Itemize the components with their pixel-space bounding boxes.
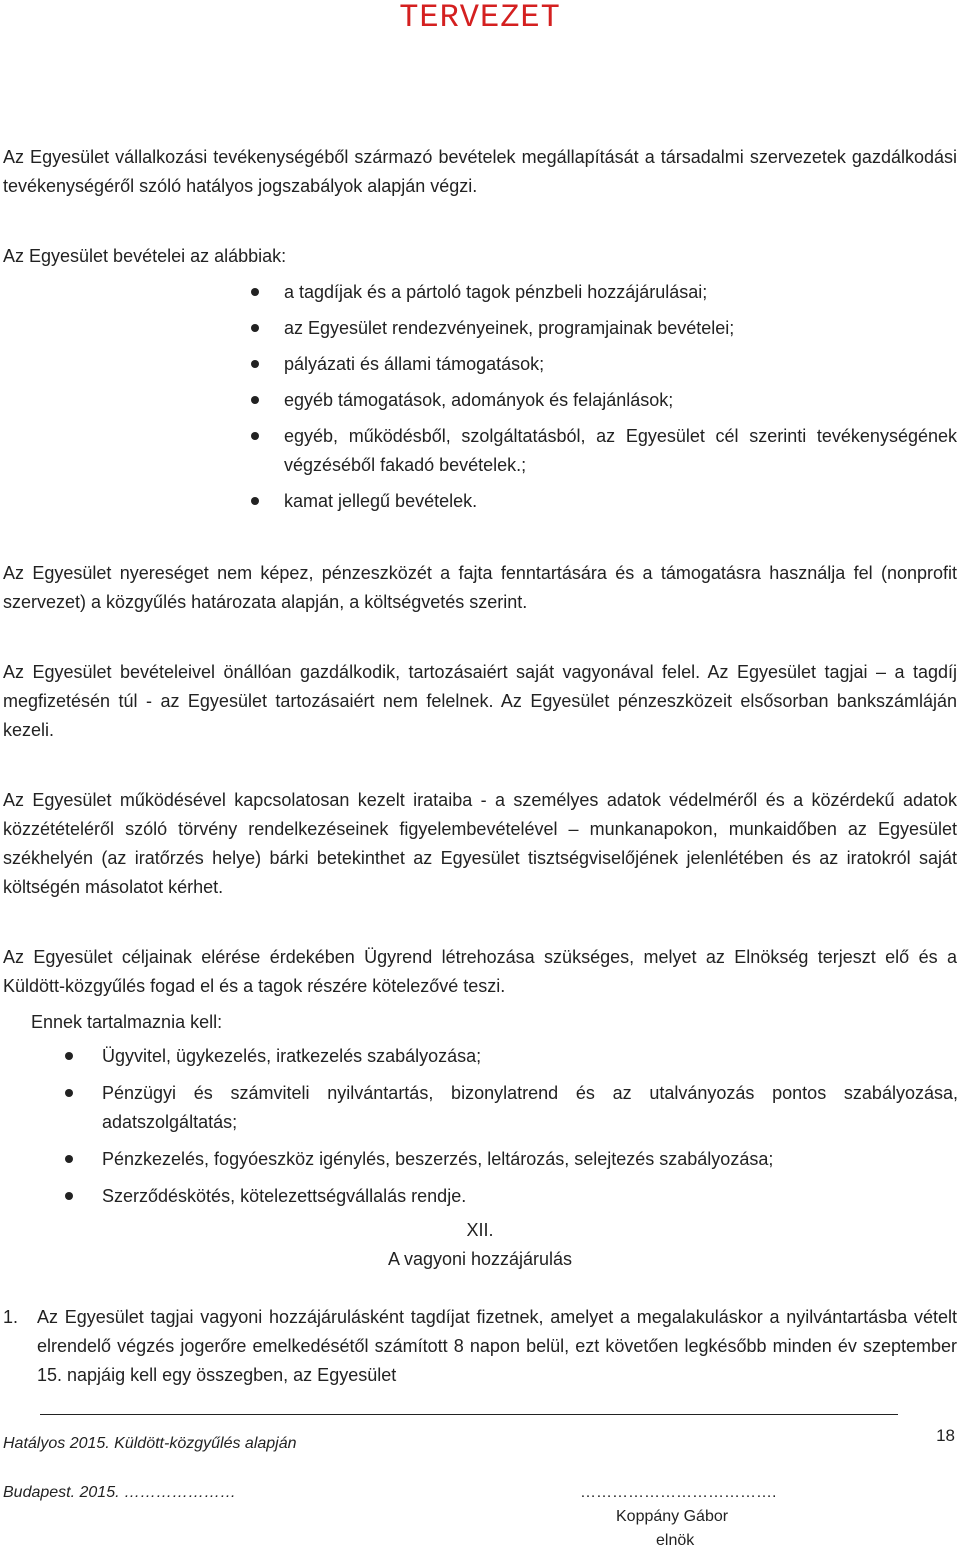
bullet-icon: [251, 360, 259, 368]
list-item: Pénzügyi és számviteli nyilvántartás, bizonylatrend és az utalványozás pontos szabályozása, adatszolgáltatás;: [102, 1079, 958, 1137]
revenue-list: [284, 278, 957, 523]
paragraph-rules-of-procedure: Az Egyesület céljainak elérése érdekében Ügyrend létrehozása szükséges, melyet az Elnökség terjeszt elő és a Küldött-közgyűlés fogad el és a tagok részére kötelezővé teszi.: [3, 947, 957, 996]
bullet-icon: [251, 324, 259, 332]
numbered-item: [3, 1303, 957, 1390]
draft-watermark-label: TERVEZET: [399, 0, 561, 36]
list-item: Pénzkezelés, fogyóeszköz igénylés, beszerzés, leltározás, selejtezés szabályozása;: [102, 1145, 958, 1174]
list-item: a tagdíjak és a pártoló tagok pénzbeli hozzájárulásai;: [284, 278, 957, 307]
signer-title: elnök: [656, 1532, 695, 1549]
paragraph-document-access: Az Egyesület működésével kapcsolatosan kezelt irataiba - a személyes adatok védelméről és a közérdekű adatok közzétételéről szóló törvény rendelkezéseinek figyelembevételével – munkanapokon, munkaidőben az Egyesület székhelyén (az iratőrzés helye) bárki betekinthet az Egyesület tisztségviselőjének jelenlétében és az iratokról saját költségén másolatot kérhet.: [3, 790, 957, 897]
bullet-icon: [65, 1155, 73, 1163]
bullet-icon: [65, 1192, 73, 1200]
paragraph-liability: Az Egyesület bevételeivel önállóan gazdálkodik, tartozásaiért saját vagyonával felel. Az Egyesület tagjai – a tagdíj megfizetésén túl - az Egyesület tartozásaiért nem felelnek. Az Egyesület pénzeszközeit elsősorban bankszámláján kezeli.: [3, 662, 957, 740]
paragraph-revenue-intro: Az Egyesület bevételei az alábbiak:: [3, 246, 287, 266]
list-item: egyéb támogatások, adományok és felajánlások;: [284, 386, 957, 415]
footer-divider: [40, 1414, 898, 1415]
footer-validity: Hatályos 2015. Küldött-közgyűlés alapján: [3, 1435, 297, 1452]
page-number: 18: [936, 1426, 955, 1445]
bullet-icon: [251, 497, 259, 505]
section-number: XII.: [466, 1220, 494, 1240]
list-item: Szerződéskötés, kötelezettségvállalás rendje.: [102, 1182, 958, 1211]
list-item: Ügyvitel, ügykezelés, iratkezelés szabályozása;: [102, 1042, 958, 1071]
paragraph-must-contain: Ennek tartalmaznia kell:: [31, 1012, 223, 1032]
bullet-icon: [65, 1052, 73, 1060]
bullet-icon: [65, 1089, 73, 1097]
bullet-icon: [251, 432, 259, 440]
rules-list: [102, 1042, 958, 1219]
signer-name: Koppány Gábor: [616, 1508, 729, 1525]
footer-place-date: Budapest. 2015. …………………: [3, 1484, 236, 1501]
item-text: Az Egyesület tagjai vagyoni hozzájárulásként tagdíjat fizetnek, amelyet a megalakuláskor a nyilvántartásba vételt elrendelő végzés jogerőre emelkedésétől számított 8 napon belül, ezt követően legkésőbb minden év szeptember 15. napjáig kell egy összegben, az Egyesület: [37, 1307, 957, 1385]
list-item: pályázati és állami támogatások;: [284, 350, 957, 379]
bullet-icon: [251, 288, 259, 296]
section-title: A vagyoni hozzájárulás: [387, 1249, 573, 1269]
item-number: 1.: [3, 1307, 19, 1327]
paragraph-nonprofit: Az Egyesület nyereséget nem képez, pénzeszközét a fajta fenntartására és a támogatásra használja fel (nonprofit szervezet) a közgyűlés határozata alapján, a költségvetés szerint.: [3, 563, 957, 612]
signature-line: ……………………………….: [580, 1484, 777, 1501]
paragraph-business-income: Az Egyesület vállalkozási tevékenységéből származó bevételek megállapítását a társadalmi szervezetek gazdálkodási tevékenységéről szóló hatályos jogszabályok alapján végzi.: [3, 147, 957, 196]
list-item: kamat jellegű bevételek.: [284, 487, 957, 516]
bullet-icon: [251, 396, 259, 404]
list-item: az Egyesület rendezvényeinek, programjainak bevételei;: [284, 314, 957, 343]
list-item: egyéb, működésből, szolgáltatásból, az Egyesület cél szerinti tevékenységének végzéséből fakadó bevételek.;: [284, 422, 957, 480]
